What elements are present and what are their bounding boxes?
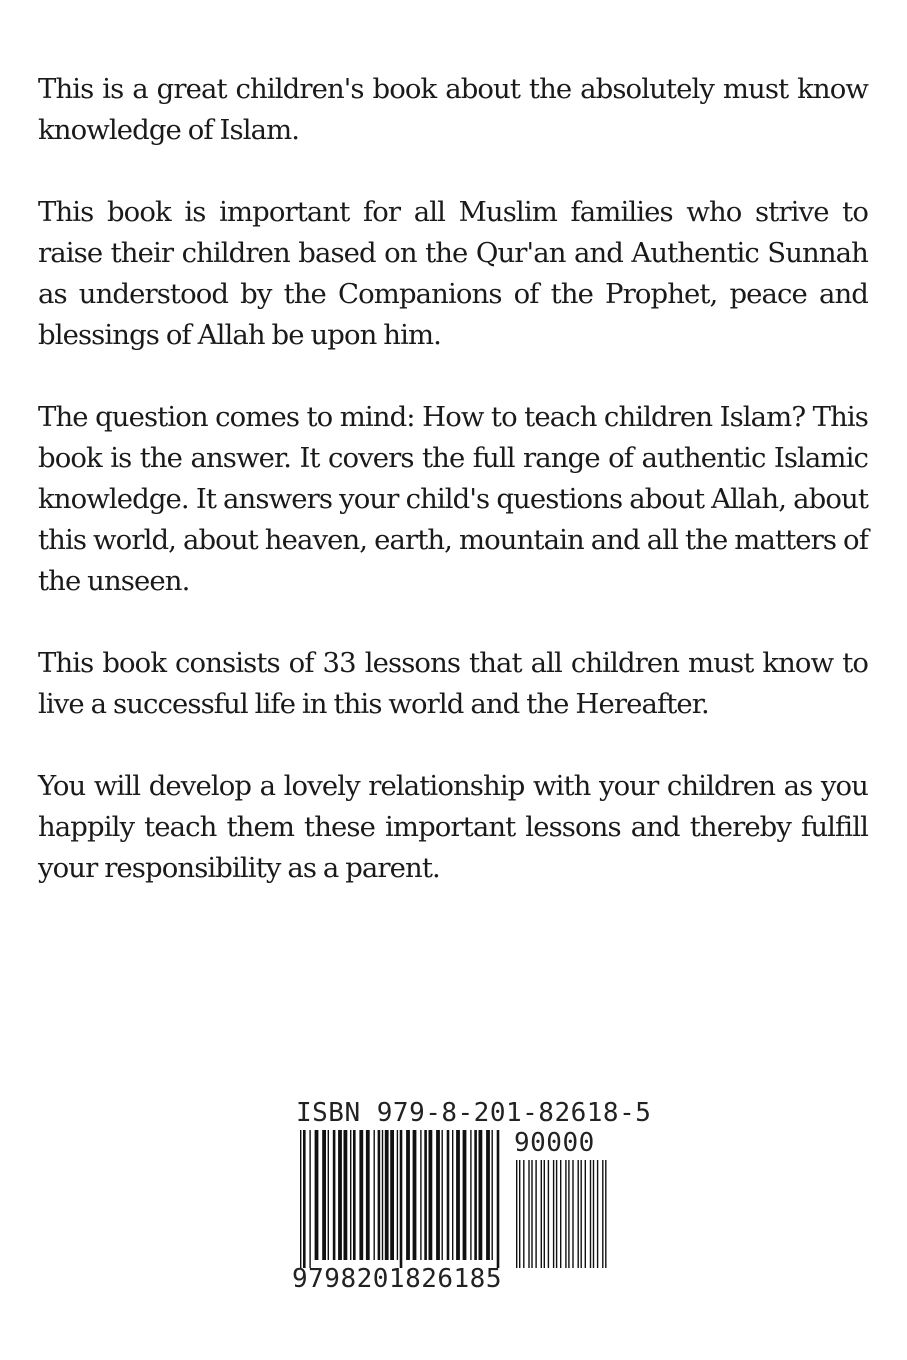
barcode-bar: [593, 1160, 594, 1268]
barcode-bar: [548, 1160, 549, 1268]
barcode-bar: [436, 1130, 440, 1260]
ean-bars: [300, 1130, 499, 1268]
barcode-bar: [374, 1130, 375, 1260]
barcode-bar: [397, 1130, 398, 1260]
ean-digits: 9798201826185: [292, 1264, 502, 1294]
barcode-bar: [553, 1160, 554, 1268]
barcode-bar: [309, 1130, 310, 1268]
addon-bars: [516, 1160, 607, 1268]
barcode-bar: [602, 1160, 603, 1268]
isbn-barcode: [292, 1098, 652, 1308]
barcode-bar: [333, 1130, 336, 1260]
barcode-bar: [470, 1130, 471, 1260]
barcode-bar: [344, 1130, 348, 1260]
barcode-bar: [523, 1160, 524, 1268]
barcode-bar: [382, 1130, 383, 1260]
barcode-bar: [322, 1130, 326, 1260]
barcode-bar: [452, 1130, 453, 1260]
barcode-bar: [385, 1130, 389, 1260]
barcode-bar: [578, 1160, 579, 1268]
barcode-bar: [556, 1160, 557, 1268]
blurb-paragraph: The question comes to mind: How to teach children Islam? This book is the answer. It covers the full range of authentic Islamic knowledge. It answers your child's questions about Allah, about this world, about heaven, earth, mountain and all the matters of the unseen.: [38, 401, 868, 597]
barcode-bar: [424, 1130, 427, 1260]
barcode-bar: [590, 1160, 591, 1268]
barcode-bar: [429, 1130, 433, 1260]
barcode-bar: [497, 1130, 500, 1268]
barcode-bar: [359, 1130, 363, 1260]
barcode-bar: [456, 1130, 460, 1260]
barcode-bar: [400, 1130, 403, 1268]
barcode-bar: [572, 1160, 573, 1268]
barcode-bar: [442, 1130, 443, 1260]
barcode-bar: [565, 1160, 566, 1268]
barcode-bar: [605, 1160, 606, 1268]
barcode-bar: [338, 1130, 342, 1260]
blurb-paragraph: You will develop a lovely relationship with your children as you happily teach them these important lessons and thereby fulfill your responsibility as a parent.: [38, 770, 868, 884]
barcode-bar: [328, 1130, 329, 1260]
barcode-bar: [544, 1160, 545, 1268]
barcode-bars: [292, 1098, 612, 1268]
barcode-bar: [492, 1130, 493, 1260]
barcode-bar: [486, 1130, 490, 1260]
barcode-bar: [315, 1130, 319, 1260]
barcode-bar: [413, 1130, 417, 1260]
barcode-bar: [535, 1160, 536, 1268]
barcode-bar: [528, 1160, 529, 1268]
barcode-bar: [474, 1130, 477, 1260]
barcode-bar: [541, 1160, 542, 1268]
blurb-paragraph: This book consists of 33 lessons that all children must know to live a successful life in this world and the Hereafter.: [38, 647, 868, 720]
barcode-bar: [300, 1130, 301, 1268]
barcode-bar: [479, 1130, 483, 1260]
blurb-paragraph: This is a great children's book about the absolutely must know knowledge of Islam.: [38, 73, 868, 146]
barcode-bar: [366, 1130, 370, 1260]
barcode-bar: [390, 1130, 394, 1260]
isbn-label: ISBN 979-8-201-82618-5: [296, 1098, 652, 1128]
barcode-bar: [378, 1130, 381, 1260]
barcode-bar: [597, 1160, 598, 1268]
barcode-bar: [420, 1130, 421, 1260]
barcode-bar: [353, 1130, 356, 1260]
barcode-bar: [519, 1160, 520, 1268]
blurb-paragraph: This book is important for all Muslim families who strive to raise their children based on the Qur'an and Authentic Sunnah as understood by the Companions of the Prophet, peace and blessings of Allah be upon him.: [38, 196, 868, 351]
barcode-bar: [531, 1160, 532, 1268]
barcode-bar: [585, 1160, 586, 1268]
barcode-bar: [447, 1130, 450, 1260]
barcode-bar: [406, 1130, 410, 1260]
addon-code: 90000: [514, 1128, 595, 1158]
barcode-bar: [463, 1130, 467, 1260]
blurb-text: [38, 69, 868, 930]
barcode-bar: [350, 1130, 351, 1260]
barcode-bar: [568, 1160, 569, 1268]
barcode-bar: [560, 1160, 561, 1268]
barcode-bar: [303, 1130, 306, 1268]
barcode-bar: [581, 1160, 582, 1268]
barcode-bar: [516, 1160, 517, 1268]
